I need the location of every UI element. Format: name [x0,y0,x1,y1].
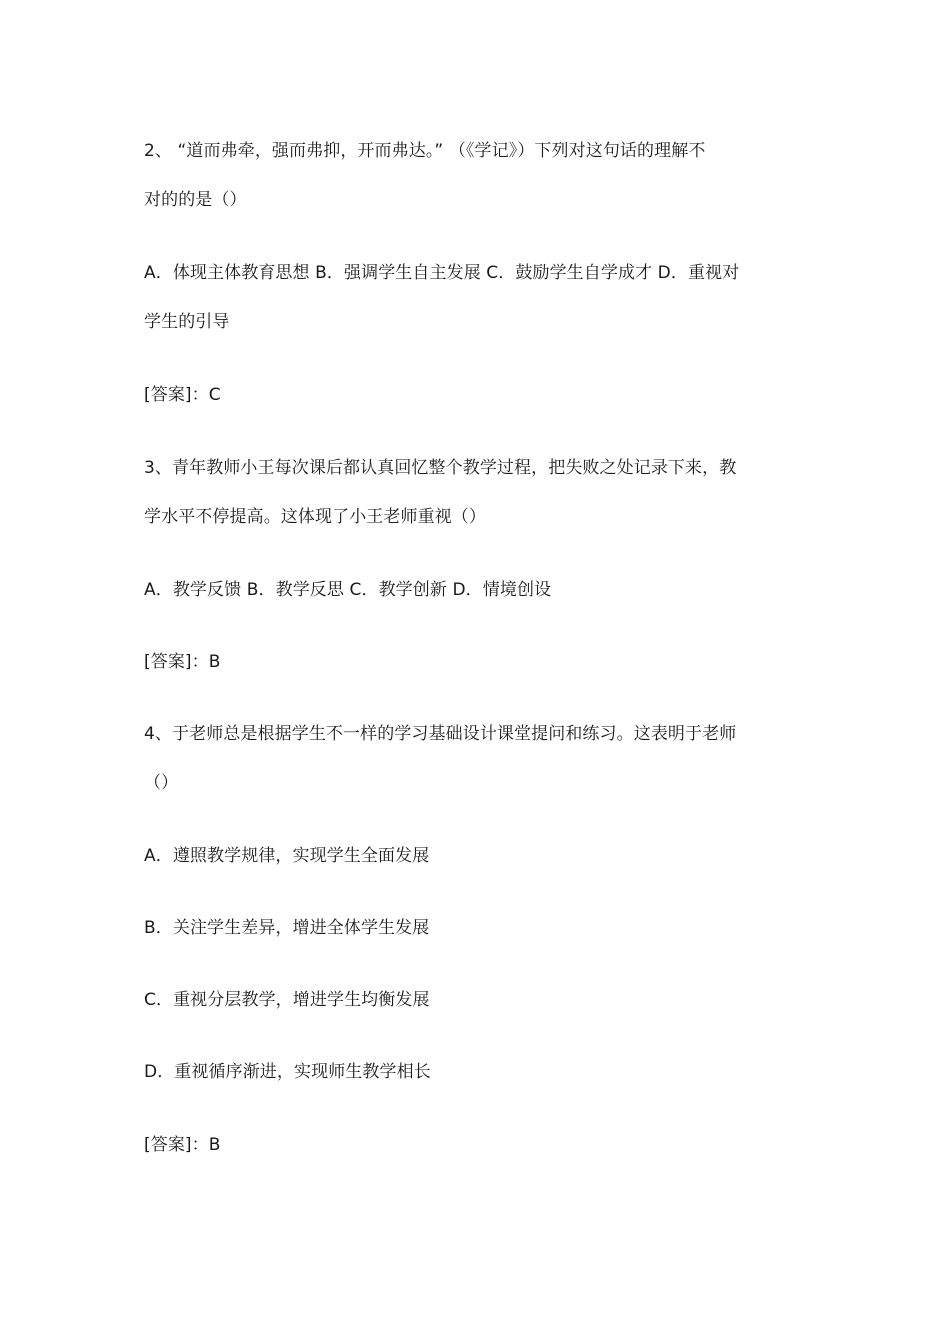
question-2-options-line-2: 学生的引导 [144,312,230,332]
question-4-option-a: A．遵照教学规律，实现学生全面发展 [144,846,430,866]
question-4-stem-line-2: （） [144,773,179,793]
question-4-stem-line-1: 4、于老师总是根据学生不一样的学习基础设计课堂提问和练习。这表明于老师 [144,724,737,744]
question-4-option-b: B．关注学生差异，增进全体学生发展 [144,918,430,938]
question-2-stem-line-1: 2、 “道而弗牵，强而弗抑，开而弗达。” （《学记》）下列对这句话的理解不 [144,141,706,161]
question-2-options-line-1: A．体现主体教育思想 B．强调学生自主发展 C．鼓励学生自学成才 D．重视对 [144,263,740,283]
question-3-answer: [答案]：B [144,652,221,672]
question-4-option-c: C．重视分层教学，增进学生均衡发展 [144,990,430,1010]
question-2-answer: [答案]：C [144,385,221,405]
question-3-stem-line-1: 3、青年教师小王每次课后都认真回忆整个教学过程，把失败之处记录下来，教 [144,458,737,478]
question-4-option-d: D．重视循序渐进，实现师生教学相长 [144,1062,431,1082]
question-3-options: A．教学反馈 B．教学反思 C．教学创新 D．情境创设 [144,580,552,600]
question-2-stem-line-2: 对的的是（） [144,190,247,210]
question-3-stem-line-2: 学水平不停提高。这体现了小王老师重视（） [144,507,486,527]
question-4-answer: [答案]：B [144,1135,221,1155]
